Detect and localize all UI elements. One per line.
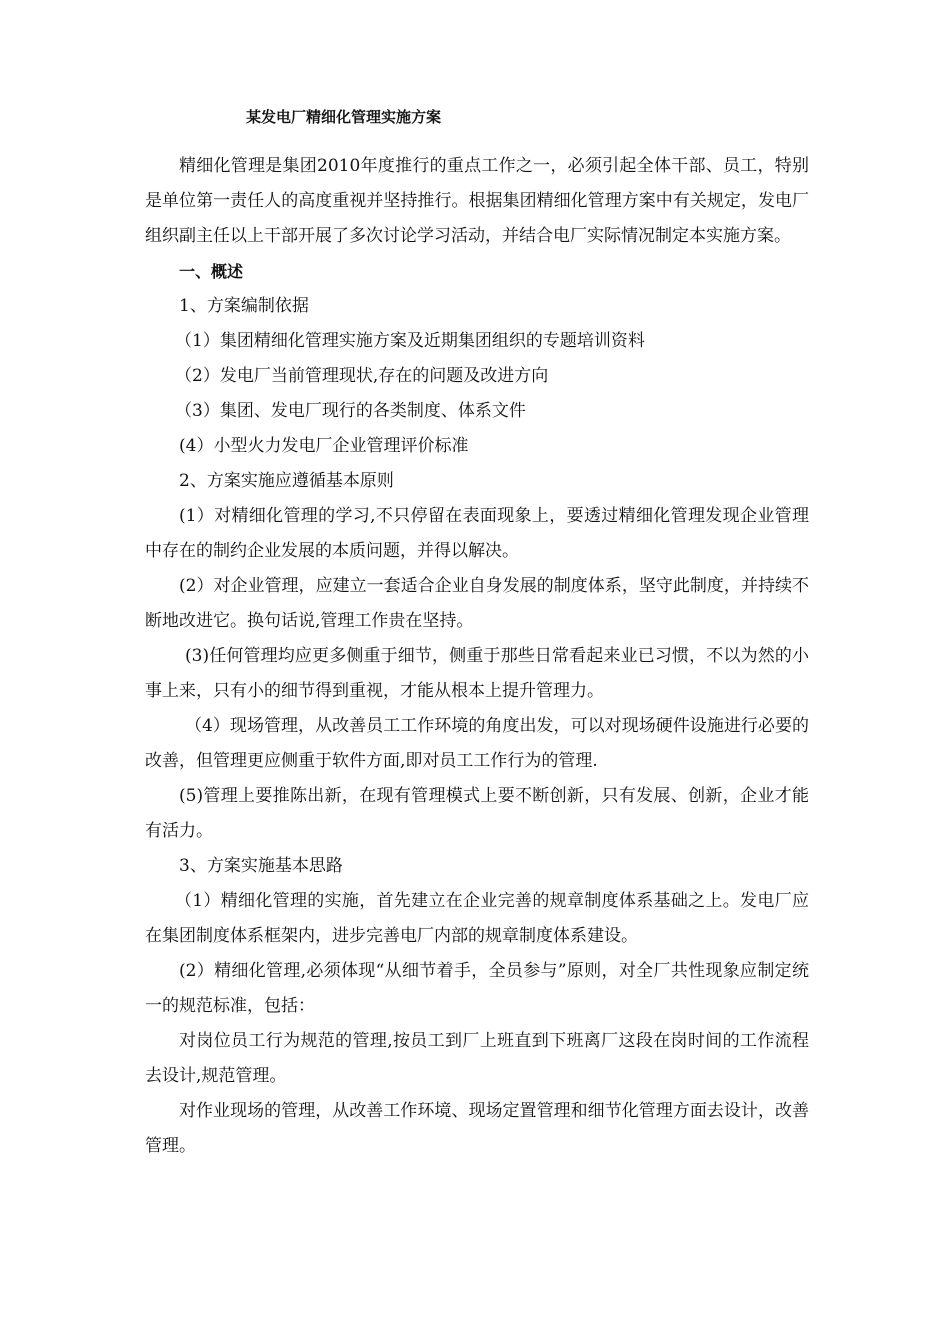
basis-item-3: （3）集团、发电厂现行的各类制度、体系文件 bbox=[175, 401, 526, 421]
approach-item-2: (2）精细化管理,必须体现“从细节着手，全员参与”原则，对全厂共性现象应制定统一的规范标准，包括： bbox=[145, 961, 809, 1016]
subsection-heading-principles: 2、方案实施应遵循基本原则 bbox=[179, 471, 394, 491]
subsection-heading-approach: 3、方案实施基本思路 bbox=[179, 856, 343, 876]
approach-detail-2: 对作业现场的管理，从改善工作环境、现场定置管理和细节化管理方面去设计，改善管理。 bbox=[145, 1101, 809, 1156]
document-body bbox=[145, 149, 809, 1164]
basis-item-1: （1）集团精细化管理实施方案及近期集团组织的专题培训资料 bbox=[175, 331, 645, 351]
basis-item-2: （2）发电厂当前管理现状,存在的问题及改进方向 bbox=[175, 366, 549, 386]
principle-item-1: (1）对精细化管理的学习,不只停留在表面现象上，要透过精细化管理发现企业管理中存在的制约企业发展的本质问题，并得以解决。 bbox=[145, 506, 809, 561]
section-heading-overview: 一、概述 bbox=[179, 262, 244, 281]
approach-item-1: （1）精细化管理的实施，首先建立在企业完善的规章制度体系基础之上。发电厂应在集团制度体系框架内，进步完善电厂内部的规章制度体系建设。 bbox=[145, 891, 809, 946]
document-title: 某发电厂精细化管理实施方案 bbox=[246, 108, 442, 126]
basis-item-4: (4）小型火力发电厂企业管理评价标准 bbox=[179, 436, 469, 456]
principle-item-2: (2）对企业管理，应建立一套适合企业自身发展的制度体系，坚守此制度，并持续不断地改进它。换句话说,管理工作贵在坚持。 bbox=[145, 576, 809, 631]
approach-detail-1: 对岗位员工行为规范的管理,按员工到厂上班直到下班离厂这段在岗时间的工作流程去设计,规范管理。 bbox=[145, 1031, 809, 1086]
principle-item-3: (3)任何管理均应更多侧重于细节，侧重于那些日常看起来业已习惯，不以为然的小事上来，只有小的细节得到重视，才能从根本上提升管理力。 bbox=[145, 646, 809, 701]
principle-item-4: （4）现场管理，从改善员工工作环境的角度出发，可以对现场硬件设施进行必要的改善，但管理更应侧重于软件方面,即对员工工作行为的管理. bbox=[145, 716, 809, 771]
principle-item-5: (5)管理上要推陈出新，在现有管理模式上要不断创新，只有发展、创新，企业才能有活力。 bbox=[145, 786, 809, 841]
subsection-heading-basis: 1、方案编制依据 bbox=[179, 296, 309, 316]
paragraph-intro: 精细化管理是集团2010年度推行的重点工作之一，必须引起全体干部、员工，特别是单位第一责任人的高度重视并坚持推行。根据集团精细化管理方案中有关规定，发电厂组织副主任以上干部开展了多次讨论学习活动，并结合电厂实际情况制定本实施方案。 bbox=[145, 156, 809, 246]
